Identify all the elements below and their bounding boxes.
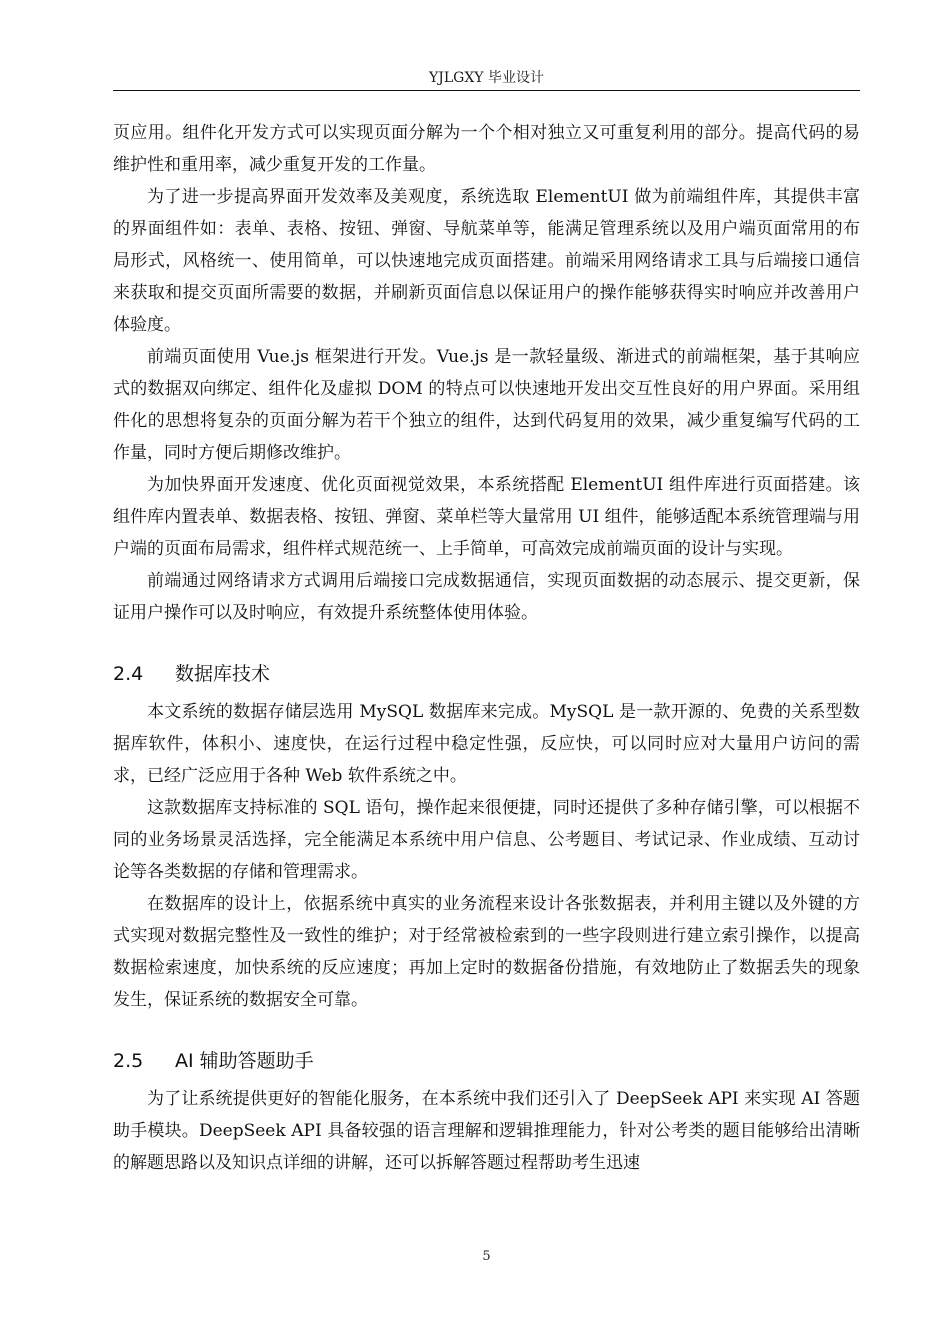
section-number: 2.4: [113, 663, 144, 685]
section-number: 2.5: [113, 1050, 144, 1072]
paragraph-continued: 页应用。组件化开发方式可以实现页面分解为一个个相对独立又可重复利用的部分。提高代码的易维护性和重用率，减少重复开发的工作量。: [113, 123, 860, 175]
paragraph-network-request: 前端通过网络请求方式调用后端接口完成数据通信，实现页面数据的动态展示、提交更新，保证用户操作可以及时响应，有效提升系统整体使用体验。: [113, 571, 860, 623]
header-rule: [113, 90, 860, 91]
section-heading-2-4: [113, 659, 860, 689]
paragraph-component-library: 为加快界面开发速度、优化页面视觉效果，本系统搭配 ElementUI 组件库进行页面搭建。该组件库内置表单、数据表格、按钮、弹窗、菜单栏等大量常用 UI 组件，能够适配本系统管理端与用户端的页面布局需求，组件样式规范统一、上手简单，可高效完成前端页面的设计与实现。: [113, 475, 860, 559]
paragraph-deepseek: 为了让系统提供更好的智能化服务，在本系统中我们还引入了 DeepSeek API 来实现 AI 答题助手模块。DeepSeek API 具备较强的语言理解和逻辑推理能力，针对公考类的题目能够给出清晰的解题思路以及知识点详细的讲解，还可以拆解答题过程帮助考生迅速: [113, 1089, 860, 1173]
page-header: YJLGXY 毕业设计: [429, 70, 544, 86]
page-content: [113, 117, 860, 1179]
section-heading-2-5: [113, 1046, 860, 1076]
page-number: 5: [482, 1249, 491, 1264]
paragraph-sql: 这款数据库支持标准的 SQL 语句，操作起来很便捷，同时还提供了多种存储引擎，可以根据不同的业务场景灵活选择，完全能满足本系统中用户信息、公考题目、考试记录、作业成绩、互动讨论等各类数据的存储和管理需求。: [113, 798, 860, 882]
paragraph-mysql: 本文系统的数据存储层选用 MySQL 数据库来完成。MySQL 是一款开源的、免费的关系型数据库软件，体积小、速度快，在运行过程中稳定性强，反应快，可以同时应对大量用户访问的需求，已经广泛应用于各种 Web 软件系统之中。: [113, 702, 860, 786]
paragraph-vuejs: 前端页面使用 Vue.js 框架进行开发。Vue.js 是一款轻量级、渐进式的前端框架，基于其响应式的数据双向绑定、组件化及虚拟 DOM 的特点可以快速地开发出交互性良好的用户界面。采用组件化的思想将复杂的页面分解为若干个独立的组件，达到代码复用的效果，减少重复编写代码的工作量，同时方便后期修改维护。: [113, 347, 860, 463]
paragraph-db-design: 在数据库的设计上，依据系统中真实的业务流程来设计各张数据表，并利用主键以及外键的方式实现对数据完整性及一致性的维护；对于经常被检索到的一些字段则进行建立索引操作，以提高数据检索速度，加快系统的反应速度；再加上定时的数据备份措施，有效地防止了数据丢失的现象发生，保证系统的数据安全可靠。: [113, 894, 860, 1010]
section-title: AI 辅助答题助手: [175, 1050, 314, 1072]
section-title: 数据库技术: [175, 663, 271, 685]
paragraph-elementui: 为了进一步提高界面开发效率及美观度，系统选取 ElementUI 做为前端组件库，其提供丰富的界面组件如：表单、表格、按钮、弹窗、导航菜单等，能满足管理系统以及用户端页面常用的布局形式，风格统一、使用简单，可以快速地完成页面搭建。前端采用网络请求工具与后端接口通信来获取和提交页面所需要的数据，并刷新页面信息以保证用户的操作能够获得实时响应并改善用户体验度。: [113, 187, 860, 335]
